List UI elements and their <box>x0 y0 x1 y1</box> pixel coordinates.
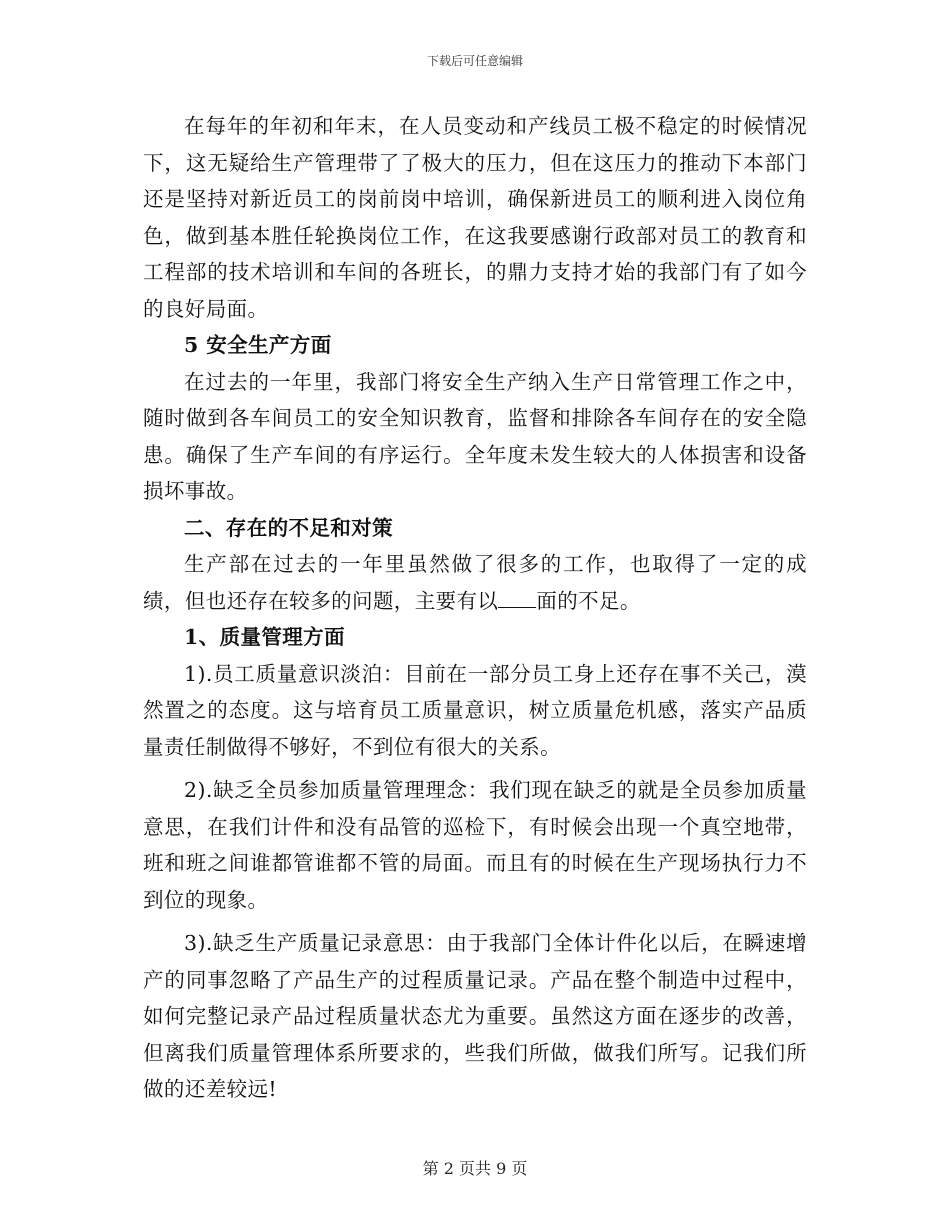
paragraph-staff-training: 在每年的年初和年末，在人员变动和产线员工极不稳定的时候情况下，这无疑给生产管理带了了极大的压力，但在这压力的推动下本部门还是坚持对新近员工的岗前岗中培训，确保新进员工的顺利进入岗位角色，做到基本胜任轮换岗位工作，在这我要感谢行政部对员工的教育和工程部的技术培训和车间的各班长，的鼎力支持才始的我部门有了如今的良好局面。 <box>143 114 807 321</box>
shortcomings-intro-text: 生产部在过去的一年里虽然做了很多的工作，也取得了一定的成绩，但也还存在较多的问题，主要有以 <box>143 552 807 613</box>
heading-safety-production: 5 安全生产方面 <box>184 333 332 357</box>
blank-underline <box>498 589 536 608</box>
heading-quality-management: 1、质量管理方面 <box>184 625 345 649</box>
paragraph-full-participation: 2).缺乏全员参加质量管理理念：我们现在缺乏的就是全员参加质量意思，在我们计件和没有品管的巡检下，有时候会出现一个真空地带，班和班之间谁都管谁都不管的局面。而且有的时候在生产现场执行力不到位的现象。 <box>143 778 807 912</box>
paragraph-safety: 在过去的一年里，我部门将安全生产纳入生产日常管理工作之中，随时做到各车间员工的安全知识教育，监督和排除各车间存在的安全隐患。确保了生产车间的有序运行。全年度未发生较大的人体损害和设备损坏事故。 <box>143 369 807 503</box>
page-header: 下载后可任意编辑 <box>426 54 523 68</box>
paragraph-quality-awareness: 1).员工质量意识淡泊：目前在一部分员工身上还存在事不关己，漠然置之的态度。这与培育员工质量意识，树立质量危机感，落实产品质量责任制做得不够好，不到位有很大的关系。 <box>143 661 807 759</box>
paragraph-quality-records: 3).缺乏生产质量记录意思：由于我部门全体计件化以后，在瞬速增产的同事忽略了产品生产的过程质量记录。产品在整个制造中过程中，如何完整记录产品过程质量状态尤为重要。虽然这方面在逐步的改善，但离我们质量管理体系所要求的，些我们所做，做我们所写。记我们所做的还差较远! <box>143 931 807 1101</box>
document-body <box>143 108 807 1108</box>
shortcomings-intro-tail: 面的不足。 <box>536 588 641 613</box>
paragraph-shortcomings-intro <box>143 546 807 619</box>
page-number: 第 2 页共 9 页 <box>422 1159 528 1178</box>
heading-shortcomings: 二、存在的不足和对策 <box>184 515 393 540</box>
